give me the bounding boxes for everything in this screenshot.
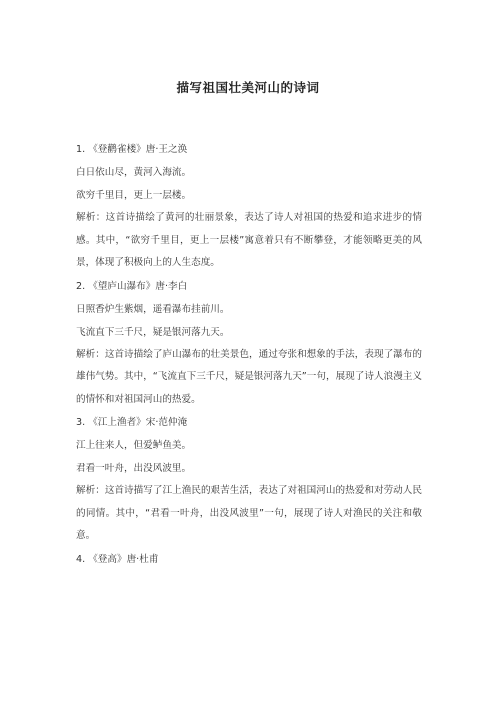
poem-line: 君看一叶舟，出没风波里。 [76,463,192,474]
poem-analysis: 解析：这首诗描绘了黄河的壮丽景象，表达了诗人对祖国的热爱和追求进步的情感。其中，“欲穷千里目，更上一层楼”寓意着只有不断攀登，才能领略更美的风景，体现了积极向上的人生态度。 [76,212,422,268]
poem-line: 江上往来人，但爱鲈鱼美。 [76,440,192,451]
poem-line: 飞流直下三千尺，疑是银河落九天。 [76,326,230,338]
poem-analysis: 解析：这首诗描写了江上渔民的艰苦生活，表达了对祖国河山的热爱和对劳动人民的同情。其中，“君看一叶舟，出没风波里”一句，展现了诗人对渔民的关注和敬意。 [76,485,422,541]
poem-heading: 4. 《登高》唐·杜甫 [76,553,159,565]
poem-heading: 2. 《望庐山瀑布》唐·李白 [76,280,188,292]
poem-heading: 3. 《江上渔者》宋·范仲淹 [76,417,188,428]
poem-section [76,138,422,275]
poem-analysis: 解析：这首诗描绘了庐山瀑布的壮美景色，通过夸张和想象的手法，表现了瀑布的雄伟气势。其中，“飞流直下三千尺，疑是银河落九天”一句，展现了诗人浪漫主义的情怀和对祖国河山的热爱。 [76,348,422,405]
poem-section [76,548,422,571]
poem-heading: 1. 《登鹳雀楼》唐·王之涣 [76,144,188,155]
document-title: 描写祖国壮美河山的诗词 [176,80,320,95]
document-body [76,138,422,571]
poem-section [76,411,422,548]
poem-line: 欲穷千里目，更上一层楼。 [76,190,192,201]
poem-line: 日照香炉生紫烟，遥看瀑布挂前川。 [76,303,230,315]
poem-section [76,275,422,412]
poem-line: 白日依山尽，黄河入海流。 [76,167,192,178]
